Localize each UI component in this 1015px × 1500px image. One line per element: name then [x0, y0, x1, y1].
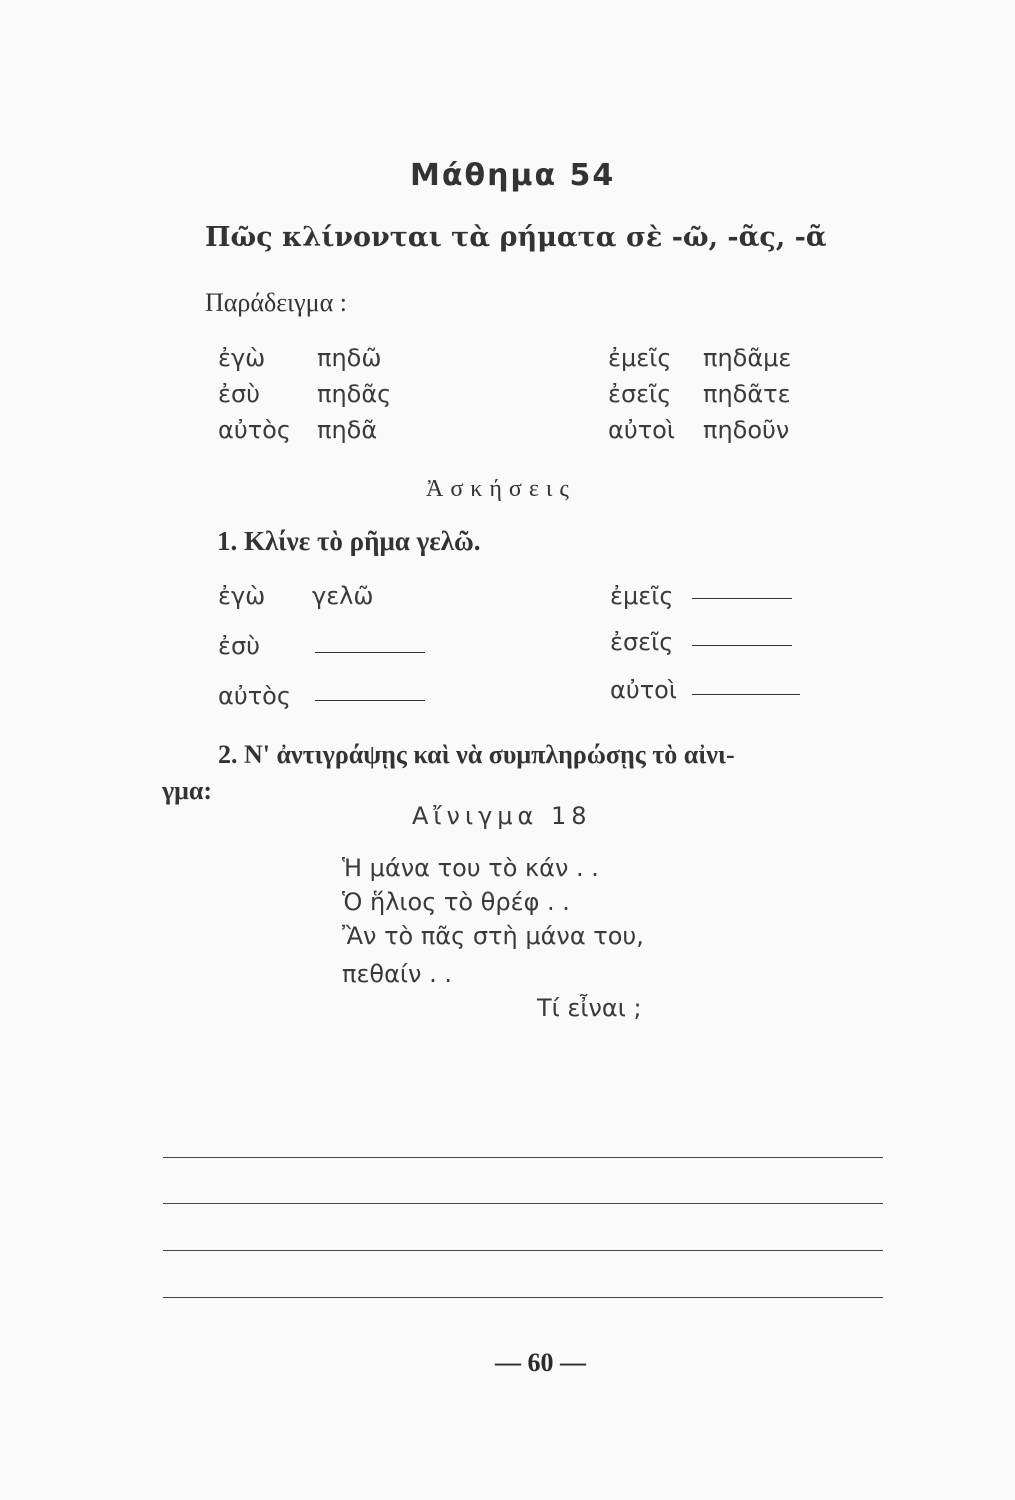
exercise1-pronoun: ἐγὼ — [218, 582, 266, 610]
answer-blank[interactable] — [315, 652, 425, 653]
exercise1-pronoun: ἐσεῖς — [610, 628, 674, 656]
exercise1-verb: γελῶ — [312, 582, 374, 610]
answer-blank[interactable] — [692, 645, 792, 646]
example-verb: πηδᾶμε — [703, 344, 792, 372]
exercise1-pronoun: ἐμεῖς — [610, 582, 674, 610]
riddle-title: Αἴνιγμα 18 — [412, 802, 592, 830]
exercise1-prompt: 1. Κλίνε τὸ ρῆμα γελῶ. — [217, 526, 481, 556]
riddle-line: Ἂν τὸ πᾶς στὴ μάνα του, — [342, 922, 644, 950]
writing-line[interactable] — [163, 1297, 883, 1298]
example-pronoun: αὐτὸς — [218, 416, 291, 444]
answer-blank[interactable] — [692, 598, 792, 599]
riddle-line: Ὁ ἥλιος τὸ θρέφ . . — [342, 888, 570, 916]
exercise2-prompt: 2. Ν' ἀντιγράψῃς καὶ νὰ συμπληρώσῃς τὸ αἰνι- — [218, 740, 735, 769]
lesson-title: Μάθημα 54 — [410, 158, 616, 193]
exercises-heading: Ἀσκήσεις — [426, 476, 576, 502]
example-verb: πηδῶ — [317, 344, 382, 372]
exercise1-pronoun: αὐτοὶ — [610, 676, 677, 704]
riddle-line: Ἡ μάνα του τὸ κάν . . — [342, 854, 599, 882]
writing-line[interactable] — [163, 1250, 883, 1251]
answer-blank[interactable] — [315, 700, 425, 701]
riddle-question: Τί εἶναι ; — [537, 994, 642, 1022]
example-pronoun: αὐτοὶ — [608, 416, 675, 444]
example-pronoun: ἐσὺ — [218, 380, 261, 408]
exercise1-pronoun: αὐτὸς — [218, 682, 291, 710]
writing-line[interactable] — [163, 1157, 883, 1158]
example-label: Παράδειγμα : — [205, 288, 347, 317]
example-verb: πηδοῦν — [703, 416, 790, 444]
exercise1-pronoun: ἐσὺ — [218, 632, 261, 660]
example-pronoun: ἐμεῖς — [608, 344, 672, 372]
example-verb: πηδᾶς — [317, 380, 392, 408]
example-verb: πηδᾶ — [317, 416, 378, 444]
example-pronoun: ἐγὼ — [218, 344, 266, 372]
page-number: — 60 — — [495, 1348, 586, 1377]
riddle-line: πεθαίν . . — [342, 960, 452, 988]
answer-blank[interactable] — [692, 694, 800, 695]
exercise2-prompt-continued: γμα: — [162, 776, 213, 805]
example-pronoun: ἐσεῖς — [608, 380, 672, 408]
writing-line[interactable] — [163, 1203, 883, 1204]
example-verb: πηδᾶτε — [703, 380, 791, 408]
lesson-subtitle: Πῶς κλίνονται τὰ ρήματα σὲ -ῶ, -ᾶς, -ᾶ — [205, 222, 827, 253]
